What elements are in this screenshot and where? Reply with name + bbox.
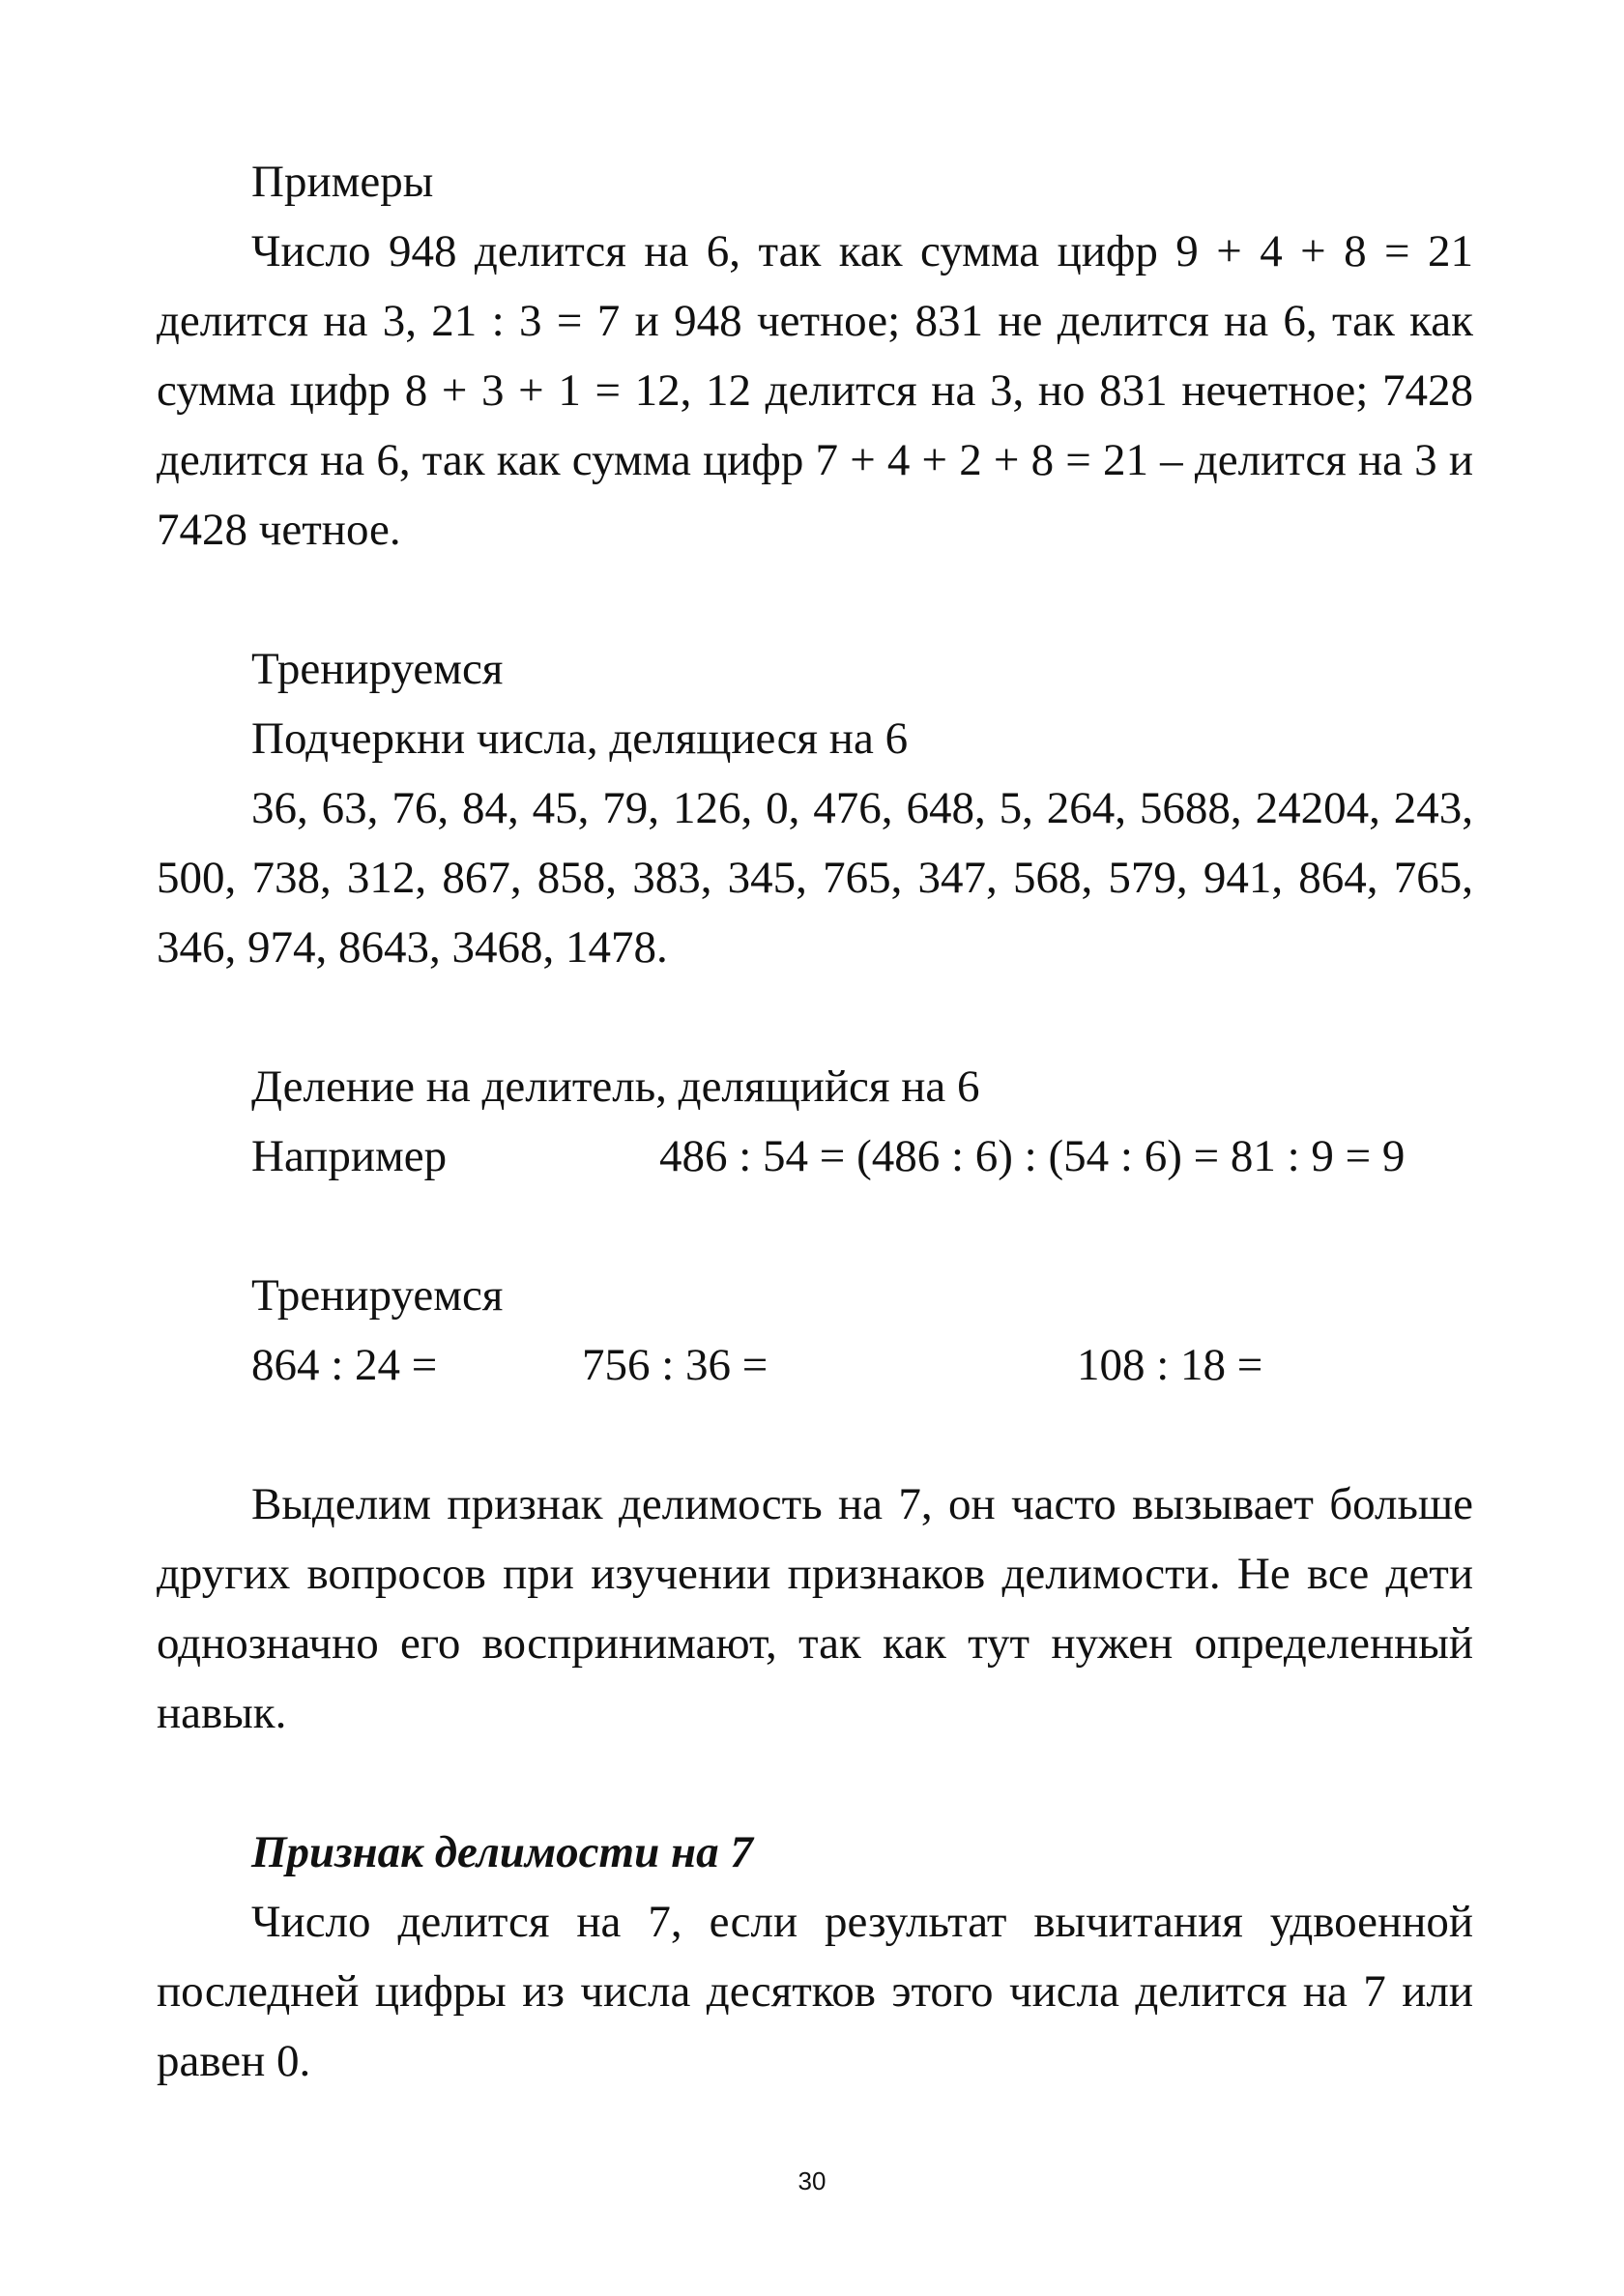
examples-heading: Примеры [251, 157, 434, 207]
rule-text: Число делится на 7, если результат вычитания удвоенной последней цифры из числа десятков этого числа делится на 7 или равен 0. [157, 1897, 1473, 2086]
training-heading: Тренируемся [251, 644, 504, 694]
intro-paragraph: Выделим признак делимость на 7, он часто вызывает больше других вопросов при изучении признаков делимости. Не все дети однозначно его воспринимают, так как тут нужен определенный навык. [157, 1479, 1473, 1738]
problem: 864 : 24 = [251, 1340, 438, 1390]
example-expression: 486 : 54 = (486 : 6) : (54 : 6) = 81 : 9 = 9 [659, 1131, 1406, 1181]
division-example [157, 1121, 1473, 1191]
page-number: 30 [798, 2166, 826, 2195]
example-label: Например [251, 1131, 448, 1181]
spacer [157, 982, 1473, 1052]
examples-text: Число 948 делится на 6, так как сумма цифр 9 + 4 + 8 = 21 делится на 3, 21 : 3 = 7 и 948 четное; 831 не делится на 6, так как сумма цифр 8 + 3 + 1 = 12, 12 делится на 3, но 831 нечетное; 7428 делится на 6, так как сумма цифр 7 + 4 + 2 + 8 = 21 – делится на 3 и 7428 четное. [157, 226, 1473, 555]
division-heading: Деление на делитель, делящийся на 6 [251, 1061, 980, 1112]
spacer [157, 1191, 1473, 1261]
spacer [157, 1748, 1473, 1817]
problem: 108 : 18 = [1077, 1340, 1263, 1390]
training-task: Подчеркни числа, делящиеся на 6 [251, 713, 909, 764]
spacer [157, 565, 1473, 634]
rule-heading: Признак делимости на 7 [251, 1827, 753, 1877]
training-heading: Тренируемся [251, 1270, 504, 1321]
numbers-list: 36, 63, 76, 84, 45, 79, 126, 0, 476, 648, 5, 264, 5688, 24204, 243, 500, 738, 312, 867, 858, 383, 345, 765, 347, 568, 579, 941, 864, 765, 346, 974, 8643, 3468, 1478. [157, 783, 1473, 973]
training-problems [157, 1330, 1473, 1400]
page-content [157, 147, 1473, 2096]
problem: 756 : 36 = [582, 1340, 768, 1390]
spacer [157, 1400, 1473, 1469]
